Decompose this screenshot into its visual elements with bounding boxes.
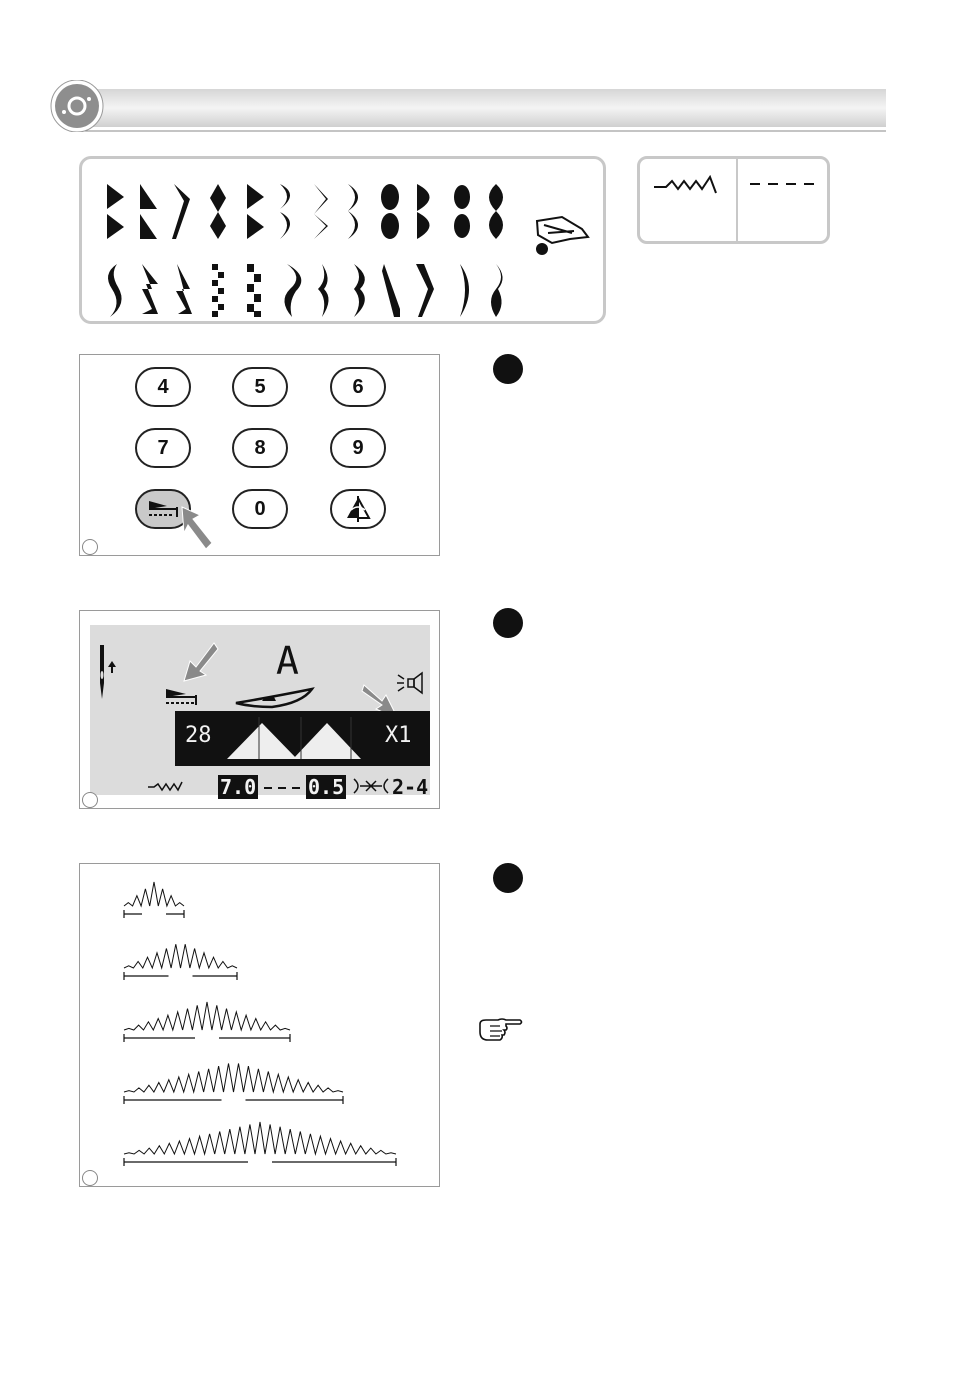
lcd-arrow-left-icon (180, 639, 220, 683)
pattern-number: 28 (185, 723, 212, 748)
pointer-arrow-icon (180, 505, 216, 551)
length-bracket (124, 1034, 290, 1042)
length-value: 0.5 (308, 775, 345, 799)
key-4[interactable]: 4 (135, 367, 191, 407)
section-header-bar (50, 80, 886, 132)
presser-foot-icon (537, 217, 588, 243)
satin-stitch-row (124, 1002, 290, 1030)
width-icon (148, 781, 184, 793)
lcd-display-panel (79, 610, 440, 809)
satin-stitch-row (124, 882, 184, 906)
key-5[interactable]: 5 (232, 367, 288, 407)
multiplier-value: X1 (385, 723, 412, 748)
step-marker-2 (493, 608, 523, 638)
stitch-patterns-graphic (82, 159, 603, 321)
figure-marker (82, 1170, 98, 1186)
satin-stitch-row (124, 944, 237, 968)
key-8[interactable]: 8 (232, 428, 288, 468)
stitch-length-diagram (79, 863, 440, 1187)
figure-marker (82, 539, 98, 555)
length-icon (264, 785, 304, 791)
foot-pressure-icon (352, 777, 390, 795)
step-marker-1 (493, 354, 523, 384)
lcd-pattern-band (175, 711, 430, 766)
width-value: 7.0 (220, 775, 257, 799)
satin-stitch-row (124, 1122, 396, 1154)
key-6[interactable]: 6 (330, 367, 386, 407)
diagram-graphic (80, 864, 439, 1186)
lcd-screen (90, 625, 430, 799)
stitch-pattern-panel (79, 156, 606, 324)
stitch-length-indicator-icon (164, 685, 200, 709)
key-0[interactable]: 0 (232, 489, 288, 529)
stitch-length-icon (748, 179, 818, 189)
length-bracket (124, 972, 237, 980)
zigzag-width-icon (654, 175, 720, 195)
keypad-panel (79, 354, 440, 556)
mirror-key[interactable] (330, 489, 386, 529)
needle-position-icon (94, 643, 118, 703)
length-bracket (124, 910, 184, 918)
presser-foot-lcd-icon (232, 685, 322, 711)
setting-panel (637, 156, 830, 244)
key-9[interactable]: 9 (330, 428, 386, 468)
foot-range-value: 2-4 (392, 775, 429, 799)
length-bracket (124, 1096, 343, 1104)
setting-divider (736, 159, 738, 241)
foot-letter: A (276, 639, 299, 683)
stitch-length-key-icon (143, 497, 183, 521)
satin-stitch-row (124, 1063, 343, 1092)
hand-pointer-icon (476, 1014, 524, 1044)
step-marker-3 (493, 863, 523, 893)
mirror-key-icon (343, 496, 373, 522)
pattern-preview-graphic (227, 717, 367, 759)
length-bracket (124, 1158, 396, 1166)
figure-marker (82, 792, 98, 808)
indicator-dot (536, 243, 548, 255)
key-7[interactable]: 7 (135, 428, 191, 468)
